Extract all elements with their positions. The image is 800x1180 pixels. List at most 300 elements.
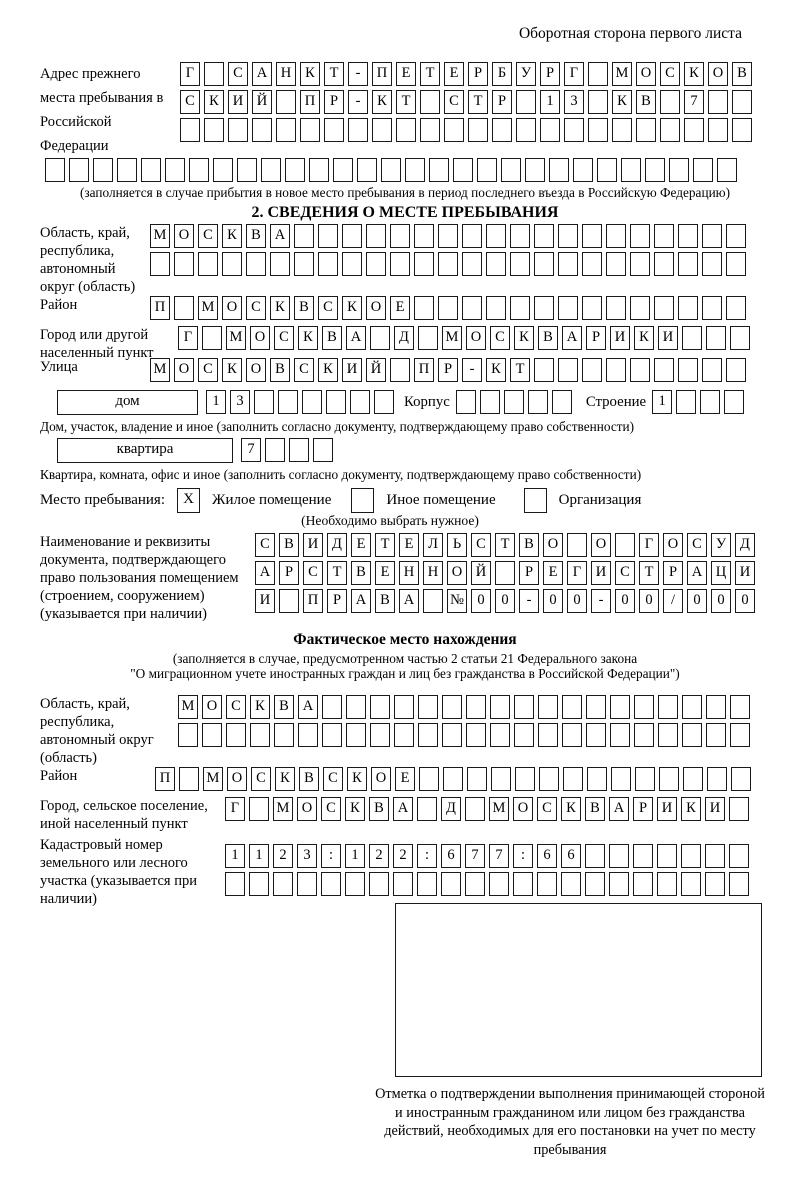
char-box[interactable]: [418, 695, 438, 719]
char-box[interactable]: Г: [639, 533, 659, 557]
char-box[interactable]: 6: [441, 844, 461, 868]
char-box[interactable]: А: [252, 62, 272, 86]
char-box[interactable]: Р: [327, 589, 347, 613]
char-box[interactable]: Р: [438, 358, 458, 382]
char-box[interactable]: -: [462, 358, 482, 382]
char-box[interactable]: М: [612, 62, 632, 86]
char-box[interactable]: [444, 118, 464, 142]
char-box[interactable]: [630, 358, 650, 382]
char-box[interactable]: [540, 118, 560, 142]
char-box[interactable]: [660, 90, 680, 114]
char-box[interactable]: [729, 844, 749, 868]
char-box[interactable]: П: [303, 589, 323, 613]
char-box[interactable]: [730, 695, 750, 719]
char-box[interactable]: [374, 390, 394, 414]
char-box[interactable]: [564, 118, 584, 142]
char-box[interactable]: [588, 118, 608, 142]
char-box[interactable]: [658, 695, 678, 719]
char-box[interactable]: С: [226, 695, 246, 719]
char-box[interactable]: С: [198, 224, 218, 248]
char-box[interactable]: [654, 296, 674, 320]
char-box[interactable]: М: [178, 695, 198, 719]
char-box[interactable]: [466, 723, 486, 747]
char-box[interactable]: [417, 797, 437, 821]
char-box[interactable]: К: [486, 358, 506, 382]
char-box[interactable]: 0: [615, 589, 635, 613]
char-box[interactable]: [396, 118, 416, 142]
char-box[interactable]: [326, 390, 346, 414]
char-box[interactable]: О: [227, 767, 247, 791]
char-box[interactable]: [552, 390, 572, 414]
char-box[interactable]: А: [270, 224, 290, 248]
char-box[interactable]: [309, 158, 329, 182]
char-box[interactable]: [586, 695, 606, 719]
char-box[interactable]: [585, 844, 605, 868]
char-box[interactable]: [660, 118, 680, 142]
char-box[interactable]: [278, 390, 298, 414]
char-box[interactable]: М: [198, 296, 218, 320]
char-box[interactable]: [681, 844, 701, 868]
char-box[interactable]: [730, 326, 750, 350]
char-box[interactable]: А: [687, 561, 707, 585]
char-box[interactable]: 0: [687, 589, 707, 613]
char-box[interactable]: [513, 872, 533, 896]
char-box[interactable]: [252, 118, 272, 142]
char-box[interactable]: [390, 252, 410, 276]
char-box[interactable]: Д: [327, 533, 347, 557]
char-box[interactable]: Й: [252, 90, 272, 114]
char-box[interactable]: [678, 296, 698, 320]
char-box[interactable]: [486, 296, 506, 320]
char-box[interactable]: В: [732, 62, 752, 86]
char-box[interactable]: С: [490, 326, 510, 350]
char-box[interactable]: 0: [495, 589, 515, 613]
char-box[interactable]: И: [255, 589, 275, 613]
char-box[interactable]: С: [255, 533, 275, 557]
char-box[interactable]: С: [444, 90, 464, 114]
char-box[interactable]: Е: [351, 533, 371, 557]
char-box[interactable]: 1: [249, 844, 269, 868]
char-box[interactable]: [495, 561, 515, 585]
char-box[interactable]: [510, 224, 530, 248]
char-box[interactable]: Р: [492, 90, 512, 114]
char-box[interactable]: С: [228, 62, 248, 86]
char-box[interactable]: [634, 695, 654, 719]
char-box[interactable]: [237, 158, 257, 182]
char-box[interactable]: [93, 158, 113, 182]
char-box[interactable]: [45, 158, 65, 182]
char-box[interactable]: [563, 767, 583, 791]
char-box[interactable]: В: [538, 326, 558, 350]
char-box[interactable]: 1: [540, 90, 560, 114]
char-box[interactable]: К: [222, 224, 242, 248]
char-box[interactable]: [366, 224, 386, 248]
char-box[interactable]: 0: [639, 589, 659, 613]
char-box[interactable]: [558, 296, 578, 320]
char-box[interactable]: [246, 252, 266, 276]
char-box[interactable]: [700, 390, 720, 414]
char-box[interactable]: Р: [519, 561, 539, 585]
char-box[interactable]: [657, 844, 677, 868]
char-box[interactable]: [465, 797, 485, 821]
char-box[interactable]: 2: [273, 844, 293, 868]
char-box[interactable]: П: [372, 62, 392, 86]
char-box[interactable]: [731, 767, 751, 791]
char-box[interactable]: [414, 296, 434, 320]
char-box[interactable]: [510, 252, 530, 276]
char-box[interactable]: М: [150, 224, 170, 248]
char-box[interactable]: 2: [393, 844, 413, 868]
char-box[interactable]: [654, 358, 674, 382]
char-box[interactable]: Л: [423, 533, 443, 557]
char-box[interactable]: [534, 224, 554, 248]
char-box[interactable]: Д: [735, 533, 755, 557]
char-box[interactable]: Д: [394, 326, 414, 350]
char-box[interactable]: -: [348, 62, 368, 86]
char-box[interactable]: [297, 872, 317, 896]
char-box[interactable]: [501, 158, 521, 182]
char-box[interactable]: [726, 358, 746, 382]
char-box[interactable]: [573, 158, 593, 182]
char-box[interactable]: О: [466, 326, 486, 350]
char-box[interactable]: О: [636, 62, 656, 86]
organization-checkbox[interactable]: [524, 488, 547, 513]
char-box[interactable]: [441, 872, 461, 896]
char-box[interactable]: О: [371, 767, 391, 791]
char-box[interactable]: В: [274, 695, 294, 719]
char-box[interactable]: О: [250, 326, 270, 350]
char-box[interactable]: [357, 158, 377, 182]
char-box[interactable]: [456, 390, 476, 414]
char-box[interactable]: Е: [375, 561, 395, 585]
char-box[interactable]: В: [294, 296, 314, 320]
char-box[interactable]: 3: [564, 90, 584, 114]
char-box[interactable]: В: [519, 533, 539, 557]
char-box[interactable]: [612, 118, 632, 142]
char-box[interactable]: [180, 118, 200, 142]
char-box[interactable]: [582, 224, 602, 248]
char-box[interactable]: [702, 252, 722, 276]
char-box[interactable]: [730, 723, 750, 747]
char-box[interactable]: [708, 90, 728, 114]
char-box[interactable]: И: [228, 90, 248, 114]
char-box[interactable]: [582, 358, 602, 382]
char-box[interactable]: О: [708, 62, 728, 86]
char-box[interactable]: [585, 872, 605, 896]
char-box[interactable]: [538, 723, 558, 747]
char-box[interactable]: [467, 767, 487, 791]
char-box[interactable]: [324, 118, 344, 142]
char-box[interactable]: [322, 695, 342, 719]
char-box[interactable]: [254, 390, 274, 414]
char-box[interactable]: [645, 158, 665, 182]
char-box[interactable]: А: [351, 589, 371, 613]
char-box[interactable]: -: [348, 90, 368, 114]
char-box[interactable]: У: [516, 62, 536, 86]
char-box[interactable]: :: [417, 844, 437, 868]
char-box[interactable]: [366, 252, 386, 276]
residential-checkbox[interactable]: X: [177, 488, 200, 513]
char-box[interactable]: И: [342, 358, 362, 382]
char-box[interactable]: [423, 589, 443, 613]
char-box[interactable]: [225, 872, 245, 896]
char-box[interactable]: Т: [495, 533, 515, 557]
char-box[interactable]: 3: [297, 844, 317, 868]
char-box[interactable]: 3: [230, 390, 250, 414]
char-box[interactable]: К: [342, 296, 362, 320]
char-box[interactable]: К: [298, 326, 318, 350]
char-box[interactable]: Е: [399, 533, 419, 557]
char-box[interactable]: А: [255, 561, 275, 585]
char-box[interactable]: [417, 872, 437, 896]
char-box[interactable]: [370, 723, 390, 747]
char-box[interactable]: 7: [489, 844, 509, 868]
char-box[interactable]: [318, 252, 338, 276]
char-box[interactable]: С: [321, 797, 341, 821]
char-box[interactable]: Й: [366, 358, 386, 382]
char-box[interactable]: [273, 872, 293, 896]
char-box[interactable]: -: [519, 589, 539, 613]
char-box[interactable]: М: [203, 767, 223, 791]
char-box[interactable]: [165, 158, 185, 182]
char-box[interactable]: [486, 252, 506, 276]
char-box[interactable]: [279, 589, 299, 613]
char-box[interactable]: [226, 723, 246, 747]
char-box[interactable]: [420, 118, 440, 142]
char-box[interactable]: П: [150, 296, 170, 320]
char-box[interactable]: [630, 252, 650, 276]
char-box[interactable]: А: [609, 797, 629, 821]
char-box[interactable]: [726, 224, 746, 248]
char-box[interactable]: [558, 252, 578, 276]
char-box[interactable]: [414, 224, 434, 248]
char-box[interactable]: П: [414, 358, 434, 382]
char-box[interactable]: [669, 158, 689, 182]
char-box[interactable]: /: [663, 589, 683, 613]
char-box[interactable]: [204, 62, 224, 86]
char-box[interactable]: Т: [375, 533, 395, 557]
char-box[interactable]: [516, 118, 536, 142]
char-box[interactable]: -: [591, 589, 611, 613]
char-box[interactable]: К: [318, 358, 338, 382]
char-box[interactable]: [732, 90, 752, 114]
char-box[interactable]: [702, 358, 722, 382]
char-box[interactable]: [732, 118, 752, 142]
char-box[interactable]: [370, 326, 390, 350]
char-box[interactable]: [298, 723, 318, 747]
char-box[interactable]: [202, 326, 222, 350]
char-box[interactable]: С: [198, 358, 218, 382]
char-box[interactable]: [346, 723, 366, 747]
char-box[interactable]: [486, 224, 506, 248]
char-box[interactable]: К: [204, 90, 224, 114]
char-box[interactable]: [682, 326, 702, 350]
char-box[interactable]: С: [537, 797, 557, 821]
char-box[interactable]: [684, 118, 704, 142]
char-box[interactable]: В: [351, 561, 371, 585]
char-box[interactable]: Д: [441, 797, 461, 821]
char-box[interactable]: К: [275, 767, 295, 791]
char-box[interactable]: [678, 358, 698, 382]
char-box[interactable]: [681, 872, 701, 896]
char-box[interactable]: [465, 872, 485, 896]
char-box[interactable]: К: [684, 62, 704, 86]
char-box[interactable]: [657, 872, 677, 896]
char-box[interactable]: А: [298, 695, 318, 719]
char-box[interactable]: [729, 872, 749, 896]
char-box[interactable]: В: [375, 589, 395, 613]
char-box[interactable]: Р: [468, 62, 488, 86]
char-box[interactable]: О: [513, 797, 533, 821]
char-box[interactable]: [342, 224, 362, 248]
char-box[interactable]: Г: [178, 326, 198, 350]
char-box[interactable]: 0: [543, 589, 563, 613]
char-box[interactable]: 0: [471, 589, 491, 613]
char-box[interactable]: [562, 695, 582, 719]
char-box[interactable]: О: [366, 296, 386, 320]
char-box[interactable]: [462, 252, 482, 276]
char-box[interactable]: Н: [276, 62, 296, 86]
char-box[interactable]: [294, 224, 314, 248]
char-box[interactable]: Р: [324, 90, 344, 114]
char-box[interactable]: Т: [639, 561, 659, 585]
char-box[interactable]: М: [226, 326, 246, 350]
char-box[interactable]: Е: [396, 62, 416, 86]
char-box[interactable]: 0: [735, 589, 755, 613]
char-box[interactable]: :: [321, 844, 341, 868]
char-box[interactable]: У: [711, 533, 731, 557]
char-box[interactable]: С: [471, 533, 491, 557]
char-box[interactable]: [706, 723, 726, 747]
char-box[interactable]: К: [514, 326, 534, 350]
char-box[interactable]: А: [346, 326, 366, 350]
char-box[interactable]: [394, 723, 414, 747]
char-box[interactable]: [516, 90, 536, 114]
char-box[interactable]: [222, 252, 242, 276]
char-box[interactable]: С: [274, 326, 294, 350]
char-box[interactable]: [265, 438, 285, 462]
char-box[interactable]: П: [300, 90, 320, 114]
char-box[interactable]: [141, 158, 161, 182]
char-box[interactable]: Н: [399, 561, 419, 585]
char-box[interactable]: Т: [468, 90, 488, 114]
char-box[interactable]: [438, 224, 458, 248]
char-box[interactable]: [285, 158, 305, 182]
char-box[interactable]: К: [345, 797, 365, 821]
char-box[interactable]: [276, 118, 296, 142]
char-box[interactable]: Т: [420, 62, 440, 86]
char-box[interactable]: М: [442, 326, 462, 350]
char-box[interactable]: О: [222, 296, 242, 320]
char-box[interactable]: С: [180, 90, 200, 114]
char-box[interactable]: О: [591, 533, 611, 557]
char-box[interactable]: Т: [510, 358, 530, 382]
char-box[interactable]: [567, 533, 587, 557]
char-box[interactable]: [610, 723, 630, 747]
char-box[interactable]: 0: [711, 589, 731, 613]
char-box[interactable]: [534, 296, 554, 320]
char-box[interactable]: [582, 296, 602, 320]
char-box[interactable]: [350, 390, 370, 414]
char-box[interactable]: [249, 872, 269, 896]
char-box[interactable]: [708, 118, 728, 142]
char-box[interactable]: [345, 872, 365, 896]
char-box[interactable]: Т: [396, 90, 416, 114]
char-box[interactable]: [250, 723, 270, 747]
char-box[interactable]: И: [658, 326, 678, 350]
char-box[interactable]: [394, 695, 414, 719]
char-box[interactable]: Р: [586, 326, 606, 350]
char-box[interactable]: [561, 872, 581, 896]
char-box[interactable]: С: [303, 561, 323, 585]
char-box[interactable]: [609, 844, 629, 868]
char-box[interactable]: С: [251, 767, 271, 791]
char-box[interactable]: О: [174, 358, 194, 382]
char-box[interactable]: [635, 767, 655, 791]
char-box[interactable]: С: [294, 358, 314, 382]
char-box[interactable]: [606, 296, 626, 320]
char-box[interactable]: [726, 296, 746, 320]
char-box[interactable]: А: [393, 797, 413, 821]
char-box[interactable]: [562, 723, 582, 747]
char-box[interactable]: [534, 252, 554, 276]
char-box[interactable]: [178, 723, 198, 747]
char-box[interactable]: К: [300, 62, 320, 86]
char-box[interactable]: [582, 252, 602, 276]
char-box[interactable]: Р: [540, 62, 560, 86]
char-box[interactable]: [588, 90, 608, 114]
char-box[interactable]: Е: [395, 767, 415, 791]
char-box[interactable]: [726, 252, 746, 276]
char-box[interactable]: [682, 695, 702, 719]
char-box[interactable]: О: [447, 561, 467, 585]
char-box[interactable]: Б: [492, 62, 512, 86]
char-box[interactable]: [69, 158, 89, 182]
char-box[interactable]: О: [174, 224, 194, 248]
char-box[interactable]: К: [634, 326, 654, 350]
char-box[interactable]: [682, 723, 702, 747]
char-box[interactable]: [462, 224, 482, 248]
char-box[interactable]: С: [323, 767, 343, 791]
char-box[interactable]: [198, 252, 218, 276]
char-box[interactable]: [276, 90, 296, 114]
char-box[interactable]: [477, 158, 497, 182]
char-box[interactable]: [606, 252, 626, 276]
char-box[interactable]: [261, 158, 281, 182]
char-box[interactable]: Г: [564, 62, 584, 86]
char-box[interactable]: [678, 224, 698, 248]
char-box[interactable]: Ь: [447, 533, 467, 557]
char-box[interactable]: [586, 723, 606, 747]
char-box[interactable]: К: [270, 296, 290, 320]
char-box[interactable]: К: [561, 797, 581, 821]
char-box[interactable]: [537, 872, 557, 896]
char-box[interactable]: 7: [241, 438, 261, 462]
char-box[interactable]: О: [246, 358, 266, 382]
char-box[interactable]: [630, 224, 650, 248]
char-box[interactable]: [420, 90, 440, 114]
char-box[interactable]: [150, 252, 170, 276]
char-box[interactable]: [621, 158, 641, 182]
char-box[interactable]: К: [250, 695, 270, 719]
char-box[interactable]: [405, 158, 425, 182]
char-box[interactable]: Г: [567, 561, 587, 585]
char-box[interactable]: С: [660, 62, 680, 86]
char-box[interactable]: 7: [465, 844, 485, 868]
char-box[interactable]: Г: [225, 797, 245, 821]
char-box[interactable]: [300, 118, 320, 142]
char-box[interactable]: [702, 224, 722, 248]
